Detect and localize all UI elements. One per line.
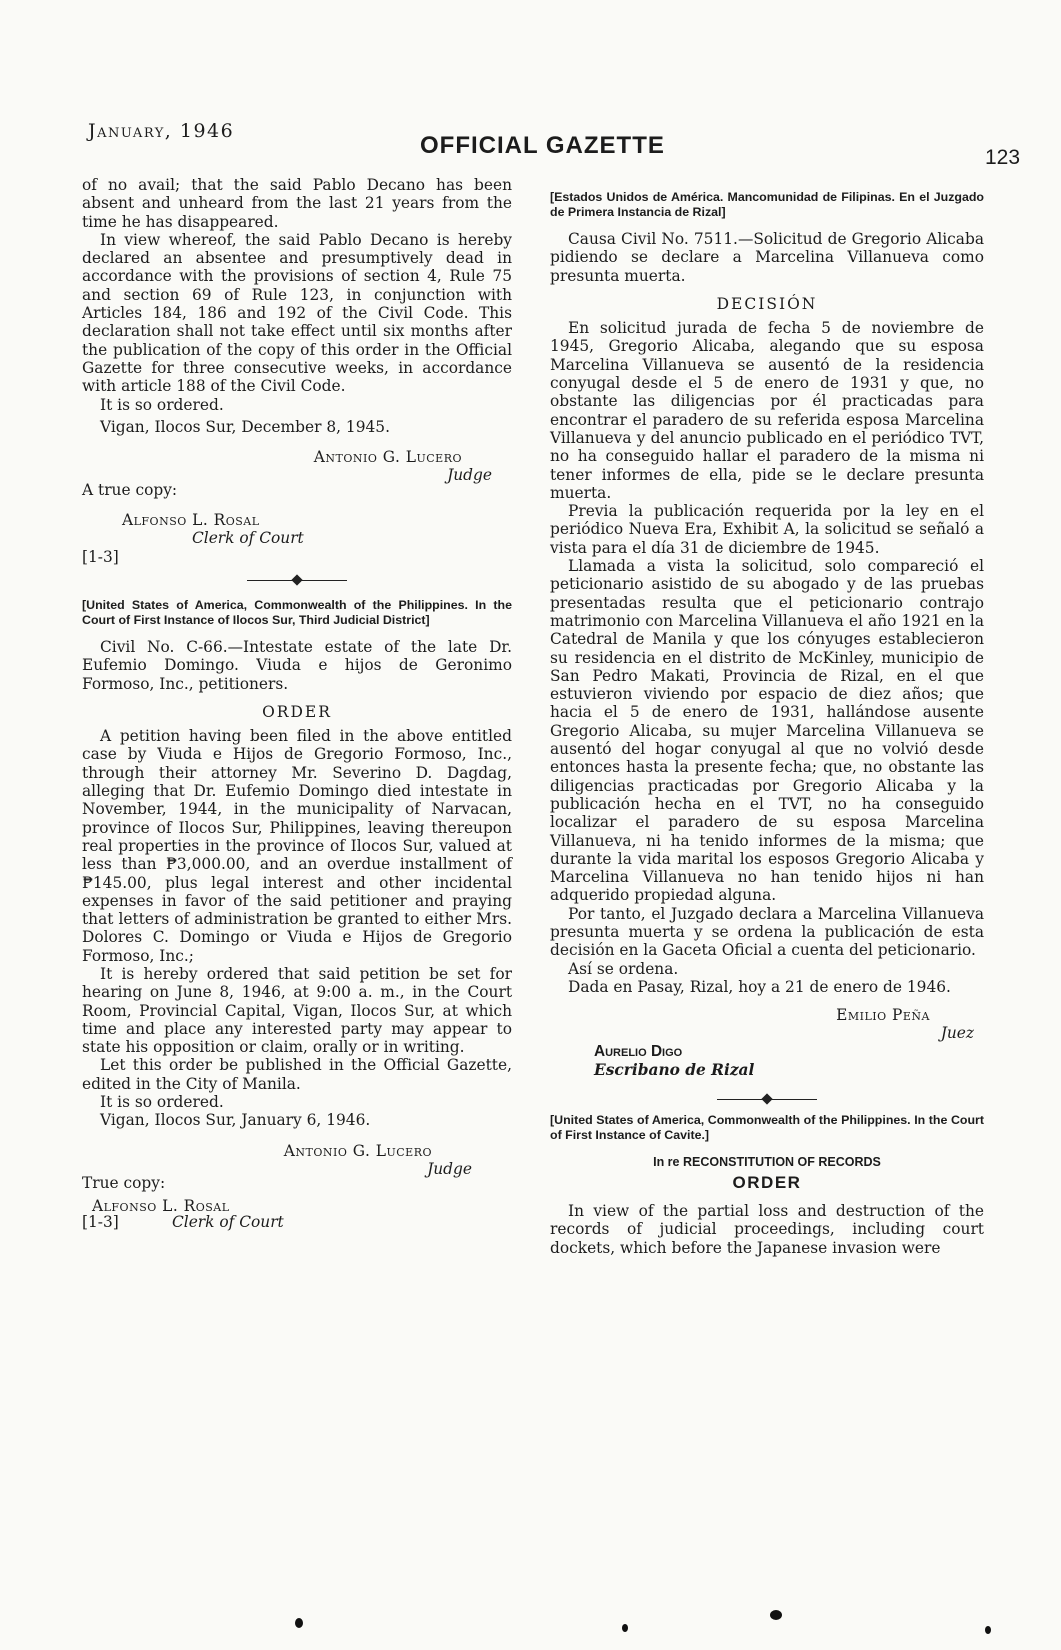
right-column: [550, 190, 984, 1257]
clerk-title: Escribano de Rizal: [594, 1061, 755, 1080]
paragraph: Por tanto, el Juzgado declara a Marcelina Villanueva presunta muerta y se ordena la publicación de esta decisión en la Gaceta Oficial a cuenta del peticionario.: [550, 904, 984, 960]
judge-title: Juez: [940, 1024, 974, 1043]
paragraph: Let this order be published in the Official Gazette, edited in the City of Manila.: [82, 1056, 512, 1093]
paragraph: A petition having been filed in the above entitled case by Viuda e Hijos de Gregorio Formoso, Inc., through their attorney Mr. Severino D. Dagdag, alleging that Dr. Eufemio Domingo died intestate in November, 1944, in the municipality of Narvacan, province of Ilocos Sur, Philippines, leaving thereupon real properties in the province of Ilocos Sur, valued at less than ₱3,000.00, and an overdue installment of ₱145.00, plus legal interest and other incidental expenses in favor of the said petitioner and praying that letters of administration be granted to either Mrs. Dolores C. Domingo or Viuda e Hijos de Gregorio Formoso, Inc.;: [82, 727, 512, 965]
ink-mark: [622, 1624, 628, 1632]
recon-title: In re RECONSTITUTION OF RECORDS: [653, 1155, 881, 1170]
section-divider: [717, 1095, 817, 1103]
clerk-signature: Alfonso L. Rosal: [92, 1196, 230, 1215]
clerk-title: Clerk of Court: [172, 1212, 284, 1231]
clerk-signature: Alfonso L. Rosal: [122, 511, 260, 530]
court-heading: [Estados Unidos de América. Mancomunidad de Filipinas. En el Juzgado de Primera Instancia de Rizal]: [550, 190, 984, 219]
paragraph: Así se ordena.: [568, 959, 679, 978]
paragraph: Llamada a vista la solicitud, solo compareció el peticionario asistido de su abogado y de las pruebas presentadas resulta que el peticionario contrajo matrimonio con Marcelina Villanueva el año 1921 en la Catedral de Manila y que los cónyuges establecieron su residencia en el distrito de McKinley, municipio de San Pedro Makati, Provincia de Rizal, en el que estuvieron viviendo por espacio de diez años; que hacia el 5 de enero de 1931, hallándose ausente Gregorio Alicaba, su mujer Marcelina Villanueva se ausentó del hogar conyugal al que no volvió desde entonces hasta la presente fecha; que, no obstante las diligencias practicadas por Gregorio Alicaba y la publicación hecha en el TVT, no ha conseguido localizar el paradero de su esposa Marcelina Villanueva, ni ha tenido informes de la misma; que durante la vida marital los esposos Gregorio Alicaba y Marcelina Villanueva no han tenido hijos ni han adquerido propiedad alguna.: [550, 557, 984, 905]
publication-title: OFFICIAL GAZETTE: [420, 132, 665, 159]
court-heading: [United States of America, Commonwealth of the Philippines. In the Court of First Instance of Ilocos Sur, Third Judicial District]: [82, 597, 512, 627]
case-caption: Civil No. C-66.—Intestate estate of the late Dr. Eufemio Domingo. Viuda e hijos de Geronimo Formoso, Inc., petitioners.: [82, 637, 512, 693]
judge-signature: Antonio G. Lucero: [283, 1141, 432, 1160]
reference-code: [1-3]: [82, 547, 119, 566]
decision-title: DECISIÓN: [716, 294, 818, 313]
page-number: 123: [985, 146, 1021, 169]
order-title: ORDER: [262, 702, 332, 721]
ink-mark: [770, 1610, 782, 1620]
page-header: [0, 118, 1061, 168]
ink-mark: [985, 1626, 991, 1634]
paragraph: It is so ordered.: [100, 1093, 224, 1112]
clerk-signature: Aurelio Digo: [594, 1042, 683, 1060]
reference-code: [1-3]: [82, 1213, 119, 1232]
section-divider: [247, 576, 347, 584]
judge-signature: Antonio G. Lucero: [313, 448, 462, 467]
true-copy-label: True copy:: [82, 1174, 166, 1193]
true-copy-label: A true copy:: [82, 480, 178, 499]
left-column: [82, 176, 512, 1231]
paragraph: It is so ordered.: [100, 395, 224, 414]
order-title: ORDER: [732, 1172, 802, 1192]
court-heading: [United States of America, Commonwealth of the Philippines. In the Court of First Instance of Cavite.]: [550, 1113, 984, 1143]
judge-title: Judge: [427, 1159, 472, 1178]
paragraph: Vigan, Ilocos Sur, December 8, 1945.: [100, 417, 390, 436]
paragraph: It is hereby ordered that said petition be set for hearing on June 8, 1946, at 9:00 a. m., in the Court Room, Provincial Capital, Vigan, Ilocos Sur, at which time and place any interested party may appear to state his opposition or claim, orally or in writing.: [82, 964, 512, 1057]
judge-signature: Emilio Peña: [836, 1006, 930, 1025]
paragraph: En solicitud jurada de fecha 5 de noviembre de 1945, Gregorio Alicaba, alegando que su esposa Marcelina Villanueva se ausentó de la residencia conyugal desde el 5 de enero de 1931 y que, no obstante las diligencias por él practicadas para encontrar el paradero de su referida esposa Marcelina Villanueva y del anuncio publicado en el periódico TVT, no ha conseguido hallar el paradero de la misma ni tener informes de ella, pide se le declare presunta muerta.: [550, 319, 984, 502]
paragraph: of no avail; that the said Pablo Decano has been absent and unheard from the last 21 years from the time he has disappeared.: [82, 176, 512, 231]
paragraph: Previa la publicación requerida por la ley en el periódico Nueva Era, Exhibit A, la solicitud se señaló a vista para el día 31 de diciembre de 1945.: [550, 502, 984, 557]
paragraph: In view of the partial loss and destruction of the records of judicial proceedings, including court dockets, which before the Japanese invasion were: [550, 1201, 984, 1257]
page-footer-marks: [0, 1610, 1061, 1640]
paragraph: Vigan, Ilocos Sur, January 6, 1946.: [100, 1111, 371, 1130]
paragraph: In view whereof, the said Pablo Decano is hereby declared an absentee and presumptively dead in accordance with the provisions of section 4, Rule 75 and section 69 of Rule 123, in conjunction with Articles 184, 186 and 192 of the Civil Code. This declaration shall not take effect until six months after the publication of the copy of this order in the Official Gazette for three consecutive weeks, in accordance with article 188 of the Civil Code.: [82, 230, 512, 396]
clerk-title: Clerk of Court: [192, 529, 304, 548]
header-date: January, 1946: [88, 120, 235, 142]
paragraph: Dada en Pasay, Rizal, hoy a 21 de enero de 1946.: [568, 977, 951, 996]
ink-mark: [295, 1618, 303, 1628]
judge-title: Judge: [447, 466, 492, 485]
case-caption: Causa Civil No. 7511.—Solicitud de Gregorio Alicaba pidiendo se declare a Marcelina Villanueva como presunta muerta.: [550, 230, 984, 285]
